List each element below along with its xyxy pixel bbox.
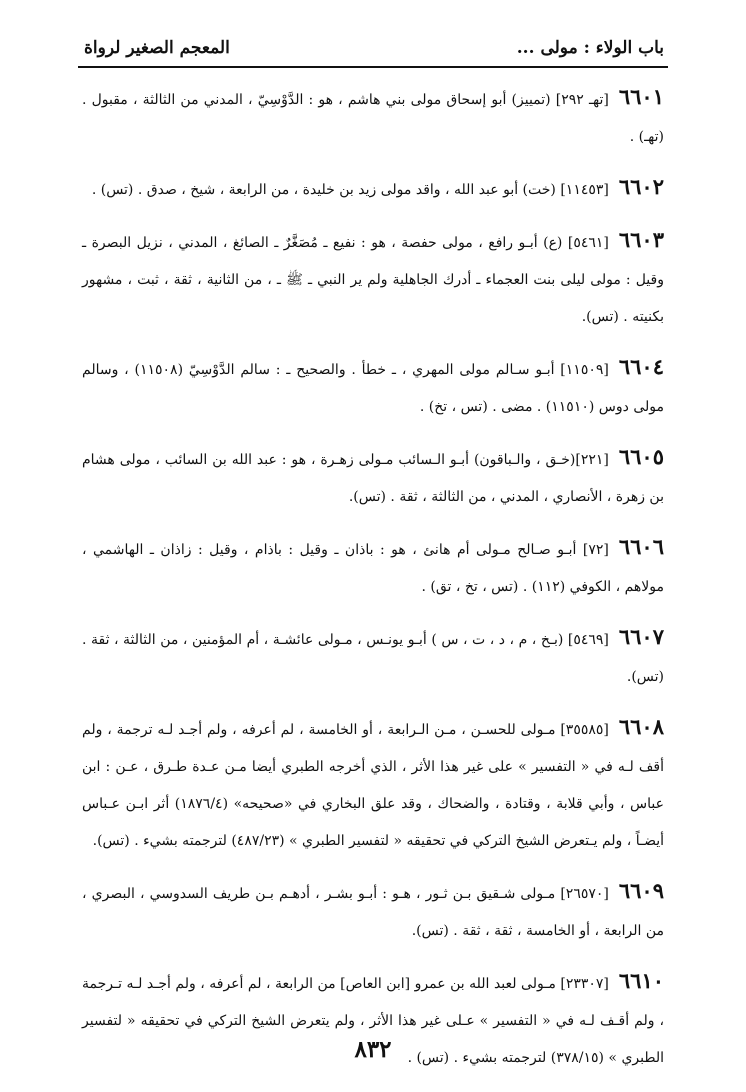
entry [82,78,664,156]
header-divider [78,66,668,68]
entry-text: [٢٦٥٧٠] مـولى شـقيق بـن ثـور ، هـو : أبـو بشـر ، أدهـم بـن طريف السدوسي ، البصري ، من الرابعة ، أو الخامسة ، ثقة ، ثقة . (تس). [82,886,664,939]
entry-text: [٧٢] أبـو صـالح مـولى أم هانئ ، هو : باذان ـ وقيل : باذام ، وقيل : زاذان ـ الهاشمي ، مولاهم ، الكوفي (١١٢) . (تس ، تخ ، تق) . [82,542,664,595]
entry-text: [تهـ ٢٩٢] (تمييز) أبو إسحاق مولى بني هاشم ، هو : الدَّوْسِيّ ، المدني من الثالثة ، مقبول . (تهـ) . [82,92,664,145]
entries-body [82,78,664,1089]
entry-number: ٦٦٠٤ [618,354,664,379]
entry [82,708,664,860]
entry [82,348,664,426]
entry-number: ٦٦٠٣ [618,227,664,252]
entry-text: [١١٤٥٣] (خت) أبو عبد الله ، واقد مولى زيد بن خليدة ، من الرابعة ، شيخ ، صدق . (تس) . [91,182,609,198]
entry-number: ٦٦٠٦ [618,534,664,559]
chapter-title: باب الولاء : مولى ... [516,38,664,58]
entry-text: [٥٤٦١] (ع) أبـو رافع ، مولى حفصة ، هو : نفيع ـ مُصَغَّرٌ ـ الصائغ ، المدني ، نزيل البصرة ـ وقيل : مولى ليلى بنت العجماء ـ أدرك الجاهلية ولم ير النبي ـ ﷺ ـ ، من الثانية ، ثقة ، ثبت ، مشهور بكنيته . (تس). [82,235,664,325]
book-title: المعجم الصغير لرواة [84,38,230,58]
entry-number: ٦٦٠٢ [618,174,664,199]
entry-text: [٣٥٥٨٥] مـولى للحسـن ، مـن الـرابعة ، أو الخامسة ، لم أعرفه ، ولم أجـد لـه ترجمة ، ولم أقف لـه في « التفسير » على غير هذا الأثر ، الذي أخرجه الطبري أيضا مـن عـدة طـرق ، عـن : ابن عباس ، وأبي قلابة ، وقتادة ، والضحاك ، وقد علق البخاري في «صحيحه» (١٨٧٦/٤) أثر ابـن عـباس أيضـاً ، ولم يـتعرض الشيخ التركي في تحقيقه « لتفسير الطبري » (٤٨٧/٢٣) لترجمته بشيء . (تس). [82,722,664,849]
entry [82,618,664,696]
entry [82,438,664,516]
entry-number: ٦٦٠٩ [618,878,664,903]
entry [82,872,664,950]
entry-number: ٦٦٠٨ [618,714,664,739]
entry-number: ٦٦١٠ [618,968,665,993]
entry-text: [٢٣٣٠٧] مـولى لعبد الله بن عمرو [ابن العاص] من الرابعة ، لم أعرفه ، ولم أجـد لـه تـرجمة ، ولم أقـف لـه في « التفسير » عـلى غير هذا الأثر ، ولم يتعرض الشيخ التركي في تحقيقه « لتفسير الطبري » (٣٧٨/١٥) لترجمته بشيء . (تس) . [82,976,664,1066]
entry [82,168,664,209]
entry [82,528,664,606]
entry-number: ٦٦٠٥ [618,444,664,469]
page-number: ٨٣٢ [354,1036,392,1063]
entry-number: ٦٦٠٧ [618,624,664,649]
entry-text: [٢٢١](خـق ، والـباقون) أبـو الـسائب مـولى زهـرة ، هو : عبد الله بن السائب ، مولى هشام بن زهرة ، الأنصاري ، المدني ، من الثالثة ، ثقة . (تس). [82,452,664,505]
entry-number: ٦٦٠١ [618,84,664,109]
entry-text: [٥٤٦٩] (بـخ ، م ، د ، ت ، س ) أبـو يونـس ، مـولى عائشـة ، أم المؤمنين ، من الثالثة ، ثقة . (تس). [82,632,664,685]
entry [82,221,664,336]
running-header [84,32,664,64]
entry-text: [١١٥٠٩] أبـو سـالم مولى المهري ، ـ خطأ . والصحيح ـ : سالم الدَّوْسِيّ (١١٥٠٨) ، وسالم مولى دوس (١١٥١٠) . مضى . (تس ، تخ) . [82,362,664,415]
